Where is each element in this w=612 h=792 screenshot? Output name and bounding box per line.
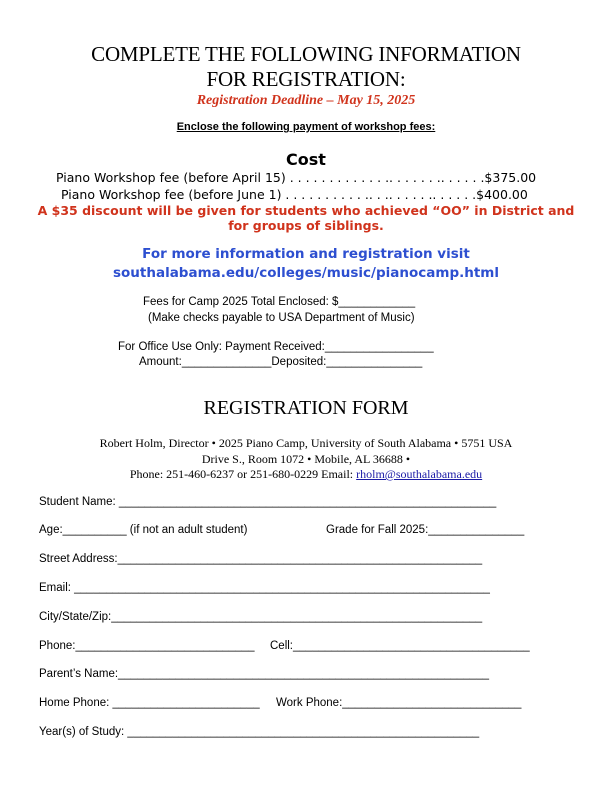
office-amount-deposited: Amount:______________Deposited:_______________ xyxy=(139,356,423,368)
title-line-2: FOR REGISTRATION: xyxy=(206,67,406,91)
enclose-fees-note: Enclose the following payment of workshop fees: xyxy=(176,121,436,133)
parent-name-field[interactable]: Parent’s Name:__________________________________________________________ xyxy=(39,668,489,680)
office-payment-received: For Office Use Only: Payment Received:_________________ xyxy=(118,341,434,353)
contact-phone: Phone: 251-460-6237 or 251-680-0229 Email: xyxy=(129,467,357,481)
discount-note-line-2: for groups of siblings. xyxy=(228,218,384,233)
work-phone-field[interactable]: Work Phone:____________________________ xyxy=(276,697,522,709)
cost-heading: Cost xyxy=(286,150,326,169)
contact-line-2: Drive S., Room 1072 • Mobile, AL 36688 • xyxy=(201,452,411,466)
contact-email-link[interactable]: rholm@southalabama.edu xyxy=(356,467,483,481)
contact-line-1: Robert Holm, Director • 2025 Piano Camp, University of South Alabama • 5751 USA xyxy=(99,436,513,450)
title-line-1: COMPLETE THE FOLLOWING INFORMATION xyxy=(91,42,521,66)
street-address-field[interactable]: Street Address:_________________________________________________________ xyxy=(39,553,483,565)
grade-field[interactable]: Grade for Fall 2025:_______________ xyxy=(326,524,525,536)
cell-field[interactable]: Cell:_____________________________________ xyxy=(270,640,530,652)
registration-form-heading: REGISTRATION FORM xyxy=(203,397,409,419)
city-state-zip-field[interactable]: City/State/Zip:__________________________________________________________ xyxy=(39,611,483,623)
fee-before-april: Piano Workshop fee (before April 15) . . . . . . . . . . . . .. . . . . . .. . . . . .$375.00 xyxy=(56,170,537,185)
home-phone-field[interactable]: Home Phone: _______________________ xyxy=(39,697,260,709)
email-field[interactable]: Email: _________________________________________________________________ xyxy=(39,582,490,594)
registration-deadline: Registration Deadline – May 15, 2025 xyxy=(196,93,416,108)
phone-field[interactable]: Phone:____________________________ xyxy=(39,640,255,652)
contact-phone-email xyxy=(0,466,612,482)
fee-before-june: Piano Workshop fee (before June 1) . . . . . . . . . . .. . .. . . . . .. . . . . .$400.00 xyxy=(61,187,528,202)
discount-note-line-1: A $35 discount will be given for students who achieved “OO” in District and xyxy=(37,203,575,218)
years-of-study-field[interactable]: Year(s) of Study: _______________________________________________________ xyxy=(39,726,480,738)
checks-payable-note: (Make checks payable to USA Department of Music) xyxy=(148,312,415,324)
registration-url[interactable]: southalabama.edu/colleges/music/pianocamp.html xyxy=(112,265,500,281)
student-name-field[interactable]: Student Name: ___________________________________________________________ xyxy=(39,496,497,508)
more-info-line: For more information and registration visit xyxy=(142,246,470,262)
fees-enclosed: Fees for Camp 2025 Total Enclosed: $____________ xyxy=(143,296,416,308)
age-field[interactable]: Age:__________ (if not an adult student) xyxy=(39,524,248,536)
